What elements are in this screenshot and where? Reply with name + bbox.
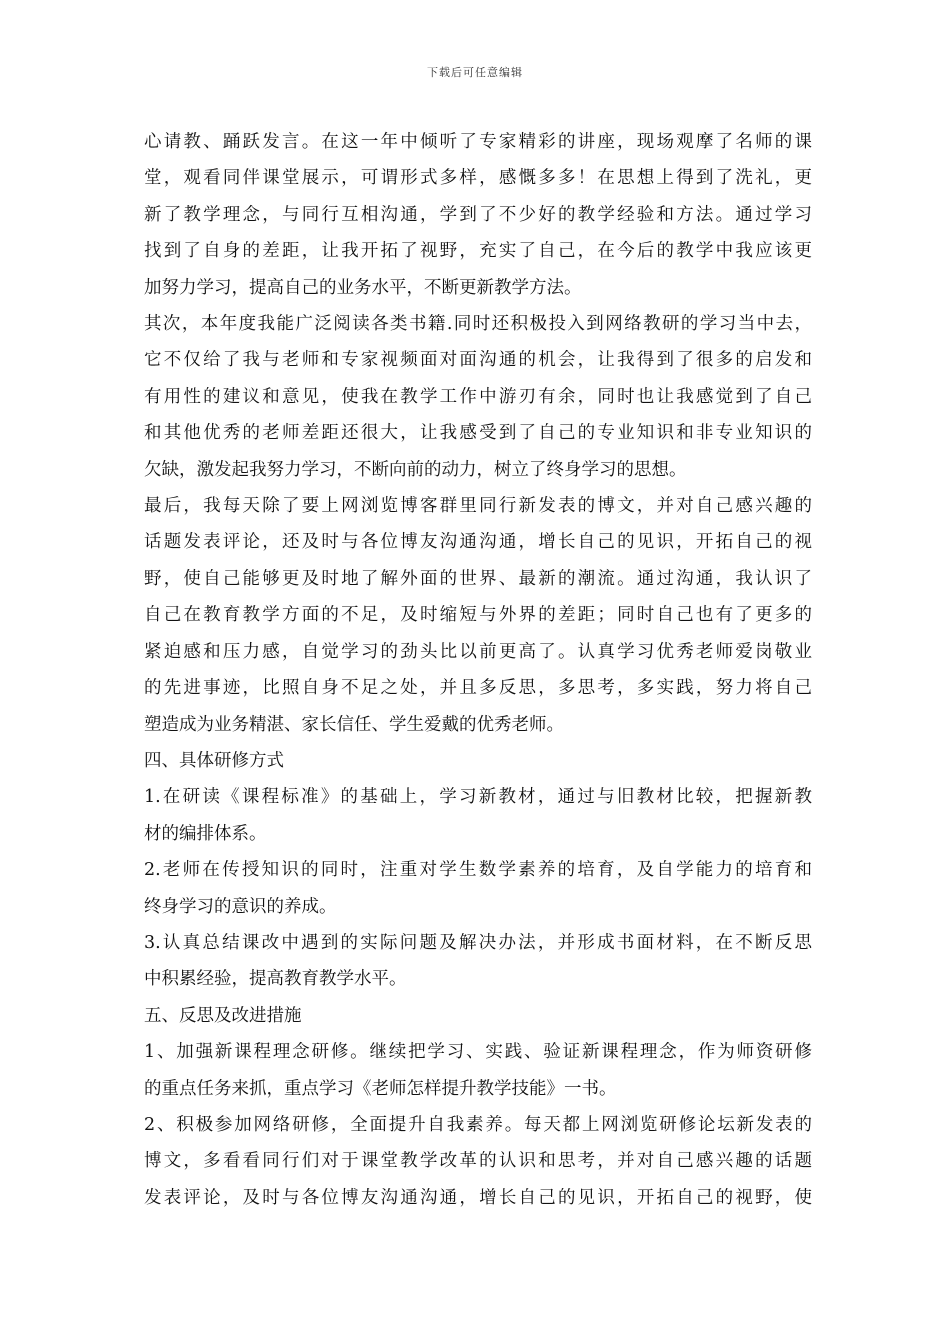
text-line: 塑造成为业务精湛、家长信任、学生爱戴的优秀老师。 [144, 714, 564, 735]
text-line: 紧迫感和压力感，自觉学习的劲头比以前更高了。认真学习优秀老师爱岗敬业 [144, 641, 812, 662]
text-line: 和其他优秀的老师差距还很大，让我感受到了自己的专业知识和非专业知识的 [144, 423, 812, 444]
document-body [144, 124, 812, 1216]
text-line: 3.认真总结课改中遇到的实际问题及解决办法，并形成书面材料，在不断反思 [144, 932, 812, 953]
text-line: 四、具体研修方式 [144, 750, 284, 771]
text-line: 欠缺，激发起我努力学习，不断向前的动力，树立了终身学习的思想。 [144, 459, 687, 480]
text-line: 找到了自身的差距，让我开拓了视野，充实了自己，在今后的教学中我应该更 [144, 241, 812, 262]
text-line: 其次，本年度我能广泛阅读各类书籍.同时还积极投入到网络教研的学习当中去， [144, 314, 812, 335]
text-line: 发表评论，及时与各位博友沟通沟通，增长自己的见识，开拓自己的视野，使 [144, 1187, 812, 1208]
text-line: 心请教、踊跃发言。在这一年中倾听了专家精彩的讲座，现场观摩了名师的课 [144, 132, 812, 152]
text-line: 的重点任务来抓，重点学习《老师怎样提升教学技能》一书。 [144, 1078, 617, 1099]
text-line: 野，使自己能够更及时地了解外面的世界、最新的潮流。通过沟通，我认识了 [144, 568, 812, 589]
text-line: 中积累经验，提高教育教学水平。 [144, 969, 407, 990]
text-line: 最后，我每天除了要上网浏览博客群里同行新发表的博文，并对自己感兴趣的 [144, 496, 812, 517]
text-line: 1、加强新课程理念研修。继续把学习、实践、验证新课程理念，作为师资研修 [144, 1042, 812, 1063]
text-line: 自己在教育教学方面的不足，及时缩短与外界的差距；同时自己也有了更多的 [144, 605, 812, 626]
text-line: 堂，观看同伴课堂展示，可谓形式多样，感慨多多！在思想上得到了洗礼，更 [144, 168, 812, 189]
text-line: 2.老师在传授知识的同时，注重对学生数学素养的培育，及自学能力的培育和 [144, 860, 812, 881]
text-line: 话题发表评论，还及时与各位博友沟通沟通，增长自己的见识，开拓自己的视 [144, 532, 812, 553]
text-line: 加努力学习，提高自己的业务水平，不断更新教学方法。 [144, 277, 582, 298]
text-line: 有用性的建议和意见，使我在教学工作中游刃有余，同时也让我感觉到了自己 [144, 386, 812, 407]
page-header: 下载后可任意编辑 [427, 66, 523, 79]
text-line: 1.在研读《课程标准》的基础上，学习新教材，通过与旧教材比较，把握新教 [144, 787, 812, 808]
text-line: 的先进事迹，比照自身不足之处，并且多反思，多思考，多实践，努力将自己 [144, 678, 812, 699]
text-line: 终身学习的意识的养成。 [144, 896, 337, 917]
text-line: 它不仅给了我与老师和专家视频面对面沟通的机会，让我得到了很多的启发和 [144, 350, 812, 371]
text-line: 材的编排体系。 [144, 823, 267, 844]
text-line: 五、反思及改进措施 [144, 1005, 302, 1026]
text-line: 2、积极参加网络研修，全面提升自我素养。每天都上网浏览研修论坛新发表的 [144, 1114, 812, 1135]
text-line: 新了教学理念，与同行互相沟通，学到了不少好的教学经验和方法。通过学习 [144, 204, 812, 225]
text-line: 博文，多看看同行们对于课堂教学改革的认识和思考，并对自己感兴趣的话题 [144, 1151, 812, 1172]
